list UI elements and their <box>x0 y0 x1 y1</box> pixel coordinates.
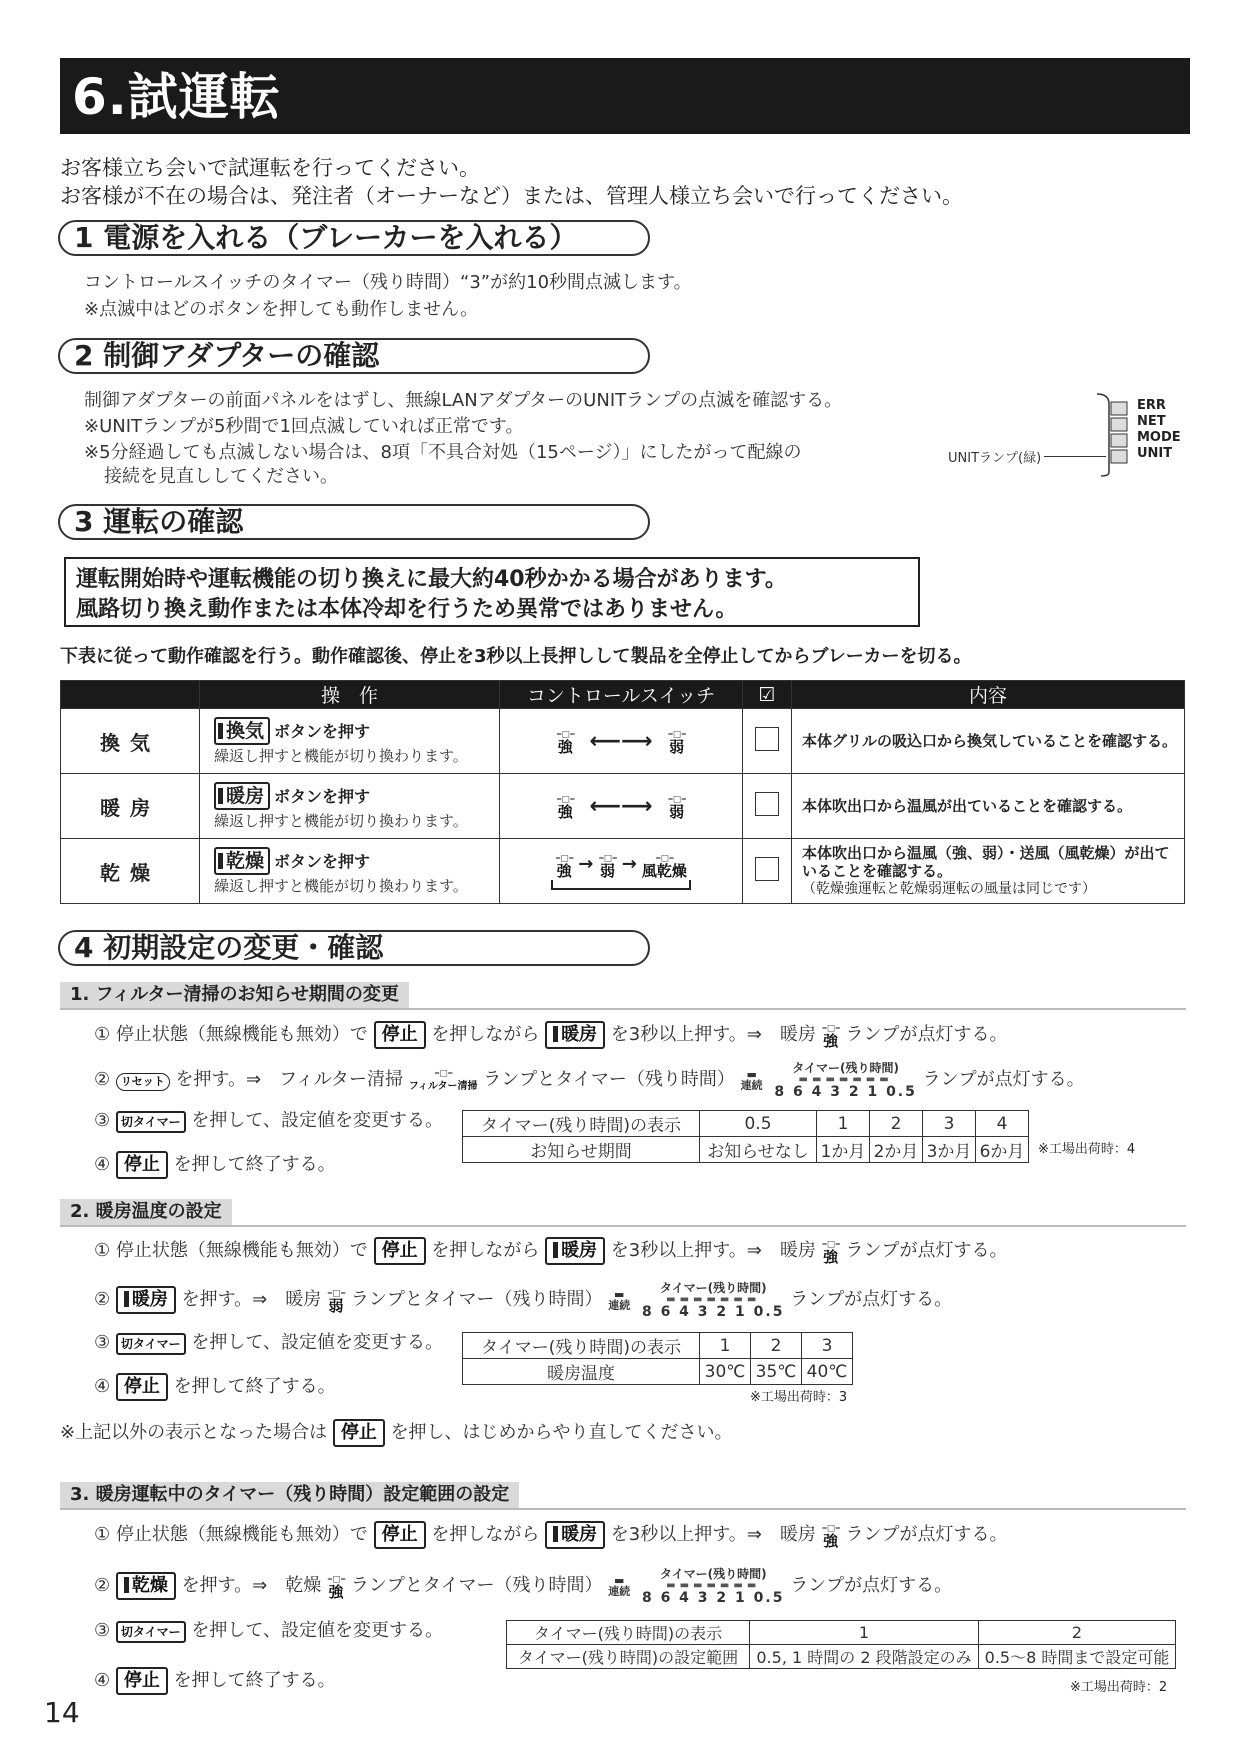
press-text: ボタンを押す <box>274 786 371 806</box>
intro-line-1: お客様立ち会いで試運転を行ってください。 <box>60 156 480 180</box>
drying-button[interactable]: 乾燥 <box>116 1572 176 1600</box>
lamp-weak: -▫- 弱 <box>598 850 617 880</box>
lamp-strong-icon: -▫- 強 <box>821 1520 840 1550</box>
section-3-heading: 3 運転の確認 <box>74 505 244 538</box>
continuous-indicator: ▬ 連続 <box>740 1068 763 1092</box>
unit-lamp-label: UNITランプ(緑) <box>948 451 1042 466</box>
press-text: ボタンを押す <box>274 851 371 871</box>
section-1-heading: 1 電源を入れる（ブレーカーを入れる） <box>74 221 578 254</box>
sub2-step-3: ③ 切タイマー を押して、設定値を変更する。 <box>94 1332 444 1353</box>
check-box[interactable] <box>755 727 779 751</box>
retry-note: ※上記以外の表示となった場合は 停止 を押し、はじめからやり直してください。 <box>60 1418 733 1447</box>
stop-button[interactable]: 停止 <box>374 1237 426 1265</box>
arrow-right-icon: → <box>621 853 637 875</box>
lamp-rays-icon: -▫- <box>556 726 575 742</box>
led-label-err: ERR <box>1137 398 1166 413</box>
table-row <box>61 839 1185 904</box>
section-4-heading: 4 初期設定の変更・確認 <box>74 931 384 964</box>
sub1-heading: 1. フィルター清掃のお知らせ期間の変更 <box>60 982 1186 1010</box>
intro-line-2: お客様が不在の場合は、発注者（オーナーなど）または、管理人様立ち会いで行ってください。 <box>60 184 963 208</box>
s2-line-1: 制御アダプターの前面パネルをはずし、無線LANアダプターのUNITランプの点滅を確認する。 <box>84 390 843 411</box>
press-text: ボタンを押す <box>274 721 371 741</box>
heating-button[interactable]: 暖房 <box>545 1237 605 1265</box>
lamp-strong-icon: -▫- 強 <box>821 1236 840 1266</box>
content-drying-note: （乾燥強運転と乾燥弱運転の風量は同じです） <box>802 881 1096 897</box>
operation-check-table <box>60 680 1185 904</box>
lamp-rays-icon: -▫- <box>598 850 617 866</box>
heating-button[interactable]: 暖房 <box>214 782 270 810</box>
lamp-wind-dry: -▫- 風乾燥 <box>641 850 687 880</box>
lamp-strong-icon: -▫- 強 <box>327 1571 346 1601</box>
sub1-step-4: ④ 停止 を押して終了する。 <box>94 1150 336 1179</box>
th-blank <box>61 681 200 709</box>
filter-period-table: タイマー(残り時間)の表示 0.5 1 2 3 4 お知らせ期間 お知らせなし 1か月 2か月 3か月 6か月 <box>462 1110 1029 1163</box>
continuous-indicator: ▬ 連続 <box>608 1574 631 1598</box>
timer-indicator: タイマー(残り時間) ▬▬▬▬▬▬▬ 8 6 4 3 2 1 0.5 <box>641 1567 785 1606</box>
sub3-step-1: ① 停止状態（無線機能も無効）で 停止 を押しながら 暖房 を3秒以上押す。⇒ 暖房 -▫- 強 ランプが点灯する。 <box>94 1520 1008 1550</box>
led-label-net: NET <box>1137 414 1166 429</box>
check-box[interactable] <box>755 857 779 881</box>
row-label-heating: 暖房 <box>61 774 200 839</box>
lamp-weak: -▫- 弱 <box>667 726 686 756</box>
double-arrow-icon: ⟵⟶ <box>589 793 653 819</box>
caution-box <box>64 557 920 627</box>
filter-lamp-icon: -▫- フィルター清掃 <box>408 1065 478 1092</box>
repeat-note: 繰返し押すと機能が切り換わります。 <box>214 746 468 765</box>
caution-line-1: 運転開始時や運転機能の切り換えに最大約40秒かかる場合があります。 <box>76 567 787 592</box>
timer-indicator: タイマー(残り時間) ▬▬▬▬▬▬▬ 8 6 4 3 2 1 0.5 <box>774 1061 917 1100</box>
lamp-strong: -▫- 強 <box>556 791 575 821</box>
off-timer-button[interactable]: 切タイマー <box>116 1111 186 1133</box>
heating-button[interactable]: 暖房 <box>116 1286 176 1314</box>
stop-button[interactable]: 停止 <box>116 1373 168 1401</box>
table-row <box>61 774 1185 839</box>
th-operation: 操 作 <box>200 681 500 709</box>
lamp-rays-icon: -▫- <box>556 791 575 807</box>
arrow-right-icon: → <box>578 853 594 875</box>
led-label-unit: UNIT <box>1137 446 1173 461</box>
lamp-strong: -▫- 強 <box>555 850 574 880</box>
sub3-step-3: ③ 切タイマー を押して、設定値を変更する。 <box>94 1620 444 1641</box>
double-arrow-icon: ⟵⟶ <box>589 728 653 754</box>
check-box[interactable] <box>755 792 779 816</box>
heating-button[interactable]: 暖房 <box>545 1521 605 1549</box>
stop-button[interactable]: 停止 <box>116 1151 168 1179</box>
s2-line-4: 接続を見直ししてください。 <box>104 466 338 487</box>
heating-button[interactable]: 暖房 <box>545 1021 605 1049</box>
continuous-indicator: ▬ 連続 <box>608 1288 631 1312</box>
heating-temp-table: タイマー(残り時間)の表示 1 2 3 暖房温度 30℃ 35℃ 40℃ <box>462 1332 853 1385</box>
factory-default-note: ※工場出荷時：3 <box>750 1390 848 1405</box>
sub2-step-1: ① 停止状態（無線機能も無効）で 停止 を押しながら 暖房 を3秒以上押す。⇒ 暖房 -▫- 強 ランプが点灯する。 <box>94 1236 1008 1266</box>
th-check: ☑ <box>743 681 792 709</box>
factory-default-note: ※工場出荷時：4 <box>1038 1142 1136 1157</box>
stop-button[interactable]: 停止 <box>333 1419 385 1447</box>
repeat-note: 繰返し押すと機能が切り換わります。 <box>214 811 468 830</box>
sub3-step-2: ② 乾燥 を押す。⇒ 乾燥 -▫- 強 ランプとタイマー（残り時間） ▬ 連続 タイマー(残り時間) ▬▬▬▬▬▬▬ 8 6 4 3 2 1 0.5 ランプが点灯する。 <box>94 1567 953 1606</box>
page-number: 14 <box>44 1696 80 1729</box>
lamp-strong-icon: -▫- 強 <box>821 1020 840 1050</box>
lamp-weak-icon: -▫- 弱 <box>327 1285 346 1315</box>
th-content: 内容 <box>792 681 1185 709</box>
s1-line-1: コントロールスイッチのタイマー（残り時間）“3”が約10秒間点滅します。 <box>84 272 692 293</box>
repeat-note: 繰返し押すと機能が切り換わります。 <box>214 876 468 895</box>
lamp-rays-icon: -▫- <box>555 850 574 866</box>
stop-button[interactable]: 停止 <box>116 1667 168 1695</box>
timer-indicator: タイマー(残り時間) ▬▬▬▬▬▬▬ 8 6 4 3 2 1 0.5 <box>641 1281 785 1320</box>
sub1-step-2: ② リセット を押す。⇒ フィルター清掃 -▫- フィルター清掃 ランプとタイマー（残り時間） ▬ 連続 タイマー(残り時間) ▬▬▬▬▬▬▬ 8 6 4 3 2 1 0.5 ランプが点灯する。 <box>94 1061 1085 1100</box>
return-arrow-icon <box>551 880 691 890</box>
lamp-strong: -▫- 強 <box>556 726 575 756</box>
sub2-heading: 2. 暖房温度の設定 <box>60 1199 1186 1227</box>
caution-line-2: 風路切り換え動作または本体冷却を行うため異常ではありません。 <box>76 597 738 622</box>
led-label-mode: MODE <box>1137 430 1181 445</box>
sub3-step-4: ④ 停止 を押して終了する。 <box>94 1666 336 1695</box>
off-timer-button[interactable]: 切タイマー <box>116 1333 186 1355</box>
page-title: 6.試運転 <box>72 68 281 126</box>
drying-button[interactable]: 乾燥 <box>214 847 270 875</box>
section-2-heading: 2 制御アダプターの確認 <box>74 339 380 372</box>
s1-line-2: ※点滅中はどのボタンを押しても動作しません。 <box>84 299 479 320</box>
sub3-heading: 3. 暖房運転中のタイマー（残り時間）設定範囲の設定 <box>60 1482 1186 1510</box>
sub1-step-1: ① 停止状態（無線機能も無効）で 停止 を押しながら 暖房 を3秒以上押す。⇒ 暖房 -▫- 強 ランプが点灯する。 <box>94 1020 1008 1050</box>
off-timer-button[interactable]: 切タイマー <box>116 1621 186 1643</box>
lamp-rays-icon: -▫- <box>667 791 686 807</box>
table-row <box>61 709 1185 774</box>
timer-range-table: タイマー(残り時間)の表示 1 2 タイマー(残り時間)の設定範囲 0.5, 1 時間の 2 段階設定のみ 0.5〜8 時間まで設定可能 <box>506 1620 1176 1669</box>
s2-line-3: ※5分経過しても点滅しない場合は、8項「不具合対処（15ページ）」にしたがって配線の <box>84 442 802 463</box>
sub2-step-2: ② 暖房 を押す。⇒ 暖房 -▫- 弱 ランプとタイマー（残り時間） ▬ 連続 タイマー(残り時間) ▬▬▬▬▬▬▬ 8 6 4 3 2 1 0.5 ランプが点灯する。 <box>94 1281 953 1320</box>
s3-instruction: 下表に従って動作確認を行う。動作確認後、停止を3秒以上長押しして製品を全停止してからブレーカーを切る。 <box>60 646 972 667</box>
content-ventilation: 本体グリルの吸込口から換気していることを確認する。 <box>792 709 1185 774</box>
th-control-switch: コントロールスイッチ <box>500 681 743 709</box>
stop-button[interactable]: 停止 <box>374 1021 426 1049</box>
lamp-rays-icon: -▫- <box>655 850 674 866</box>
factory-default-note: ※工場出荷時：2 <box>1070 1680 1168 1695</box>
row-label-drying: 乾燥 <box>61 839 200 904</box>
lamp-weak: -▫- 弱 <box>667 791 686 821</box>
content-heating: 本体吹出口から温風が出ていることを確認する。 <box>792 774 1185 839</box>
stop-button[interactable]: 停止 <box>374 1521 426 1549</box>
reset-button[interactable]: リセット <box>116 1073 170 1091</box>
ventilation-button[interactable]: 換気 <box>214 717 270 745</box>
row-label-ventilation: 換気 <box>61 709 200 774</box>
s2-line-2: ※UNITランプが5秒間で1回点滅していれば正常です。 <box>84 416 524 437</box>
lamp-rays-icon: -▫- <box>667 726 686 742</box>
content-drying: 本体吹出口から温風（強、弱）・送風（風乾燥）が出ていることを確認する。 <box>802 844 1170 880</box>
sub2-step-4: ④ 停止 を押して終了する。 <box>94 1372 336 1401</box>
sub1-step-3: ③ 切タイマー を押して、設定値を変更する。 <box>94 1110 444 1131</box>
